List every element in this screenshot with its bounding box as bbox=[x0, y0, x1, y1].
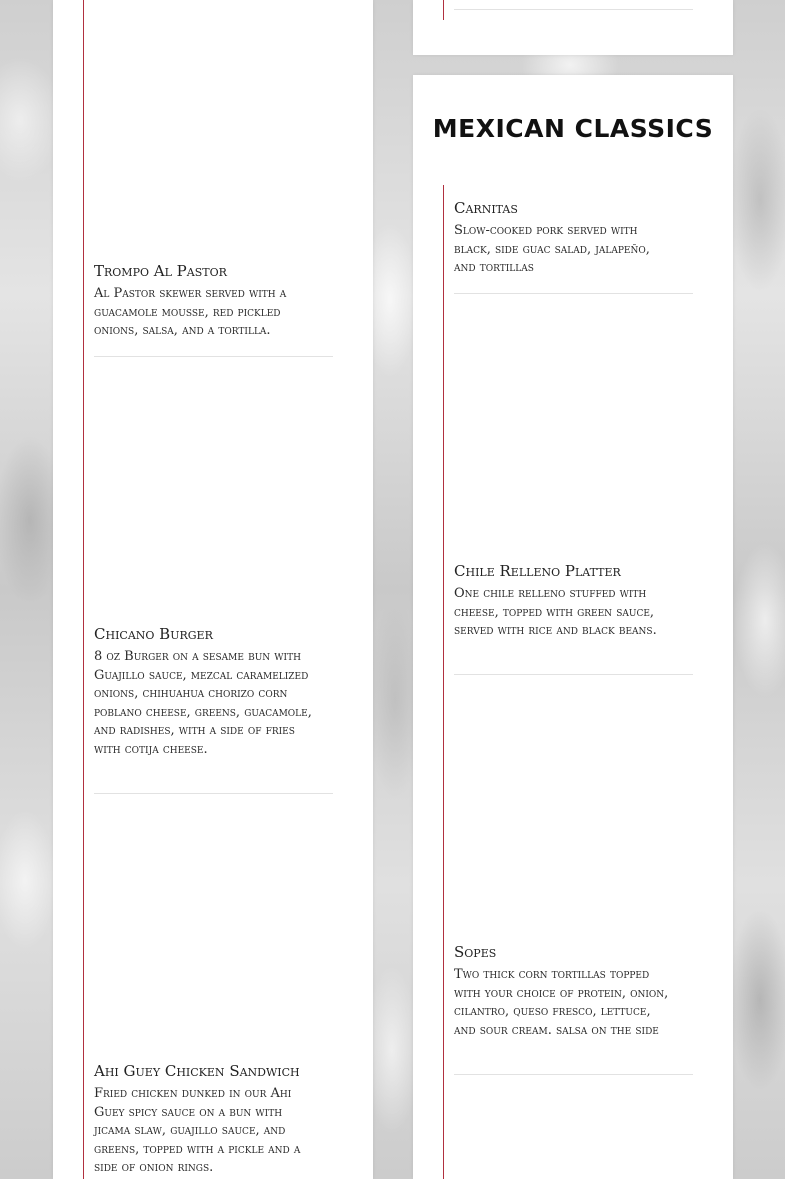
menu-item-chicano-burger bbox=[94, 625, 312, 759]
menu-item-sopes bbox=[454, 943, 672, 1040]
menu-item-chile-relleno-platter bbox=[454, 562, 672, 641]
accent-line bbox=[83, 0, 84, 1179]
menu-card-previous-section bbox=[413, 0, 733, 55]
menu-item-description: Two thick corn tortillas topped with your choice of protein, onion, cilantro, queso fresco, lettuce, and sour cream. salsa on the side bbox=[454, 967, 669, 1038]
accent-line bbox=[443, 185, 444, 1179]
menu-item-ahi-guey-chicken-sandwich bbox=[94, 1062, 312, 1178]
menu-item-description: Al Pastor skewer served with a guacamole mousse, red pickled onions, salsa, and a tortilla. bbox=[94, 286, 287, 338]
menu-item-name: Chicano Burger bbox=[94, 625, 213, 643]
menu-item-name: Ahi Guey Chicken Sandwich bbox=[94, 1062, 300, 1080]
menu-column-left bbox=[53, 0, 373, 1179]
menu-item-description: One chile relleno stuffed with cheese, topped with green sauce, served with rice and black beans. bbox=[454, 586, 657, 638]
item-divider bbox=[94, 356, 333, 357]
item-divider bbox=[94, 793, 333, 794]
item-divider bbox=[454, 674, 693, 675]
menu-item-name: Carnitas bbox=[454, 199, 518, 217]
item-divider bbox=[454, 1074, 693, 1075]
menu-item-name: Trompo Al Pastor bbox=[94, 262, 227, 280]
menu-item-description: Fried chicken dunked in our Ahi Guey spicy sauce on a bun with jicama slaw, guajillo sauce, and greens, topped with a pickle and a side of onion rings. bbox=[94, 1086, 301, 1175]
menu-item-name: Sopes bbox=[454, 943, 497, 961]
menu-section-mexican-classics bbox=[413, 75, 733, 1179]
accent-line bbox=[443, 0, 444, 20]
item-divider bbox=[454, 293, 693, 294]
menu-item-carnitas bbox=[454, 199, 672, 278]
menu-item-description: 8 oz Burger on a sesame bun with Guajillo sauce, mezcal caramelized onions, chihuahua chorizo corn poblano cheese, greens, guacamole, and radishes, with a side of fries with cotija cheese. bbox=[94, 649, 312, 757]
menu-item-trompo-al-pastor bbox=[94, 262, 312, 341]
item-divider bbox=[454, 9, 693, 10]
section-title: MEXICAN CLASSICS bbox=[432, 114, 714, 143]
menu-item-description: Slow-cooked pork served with black, side guac salad, jalapeño, and tortillas bbox=[454, 223, 650, 275]
menu-item-name: Chile Relleno Platter bbox=[454, 562, 621, 580]
